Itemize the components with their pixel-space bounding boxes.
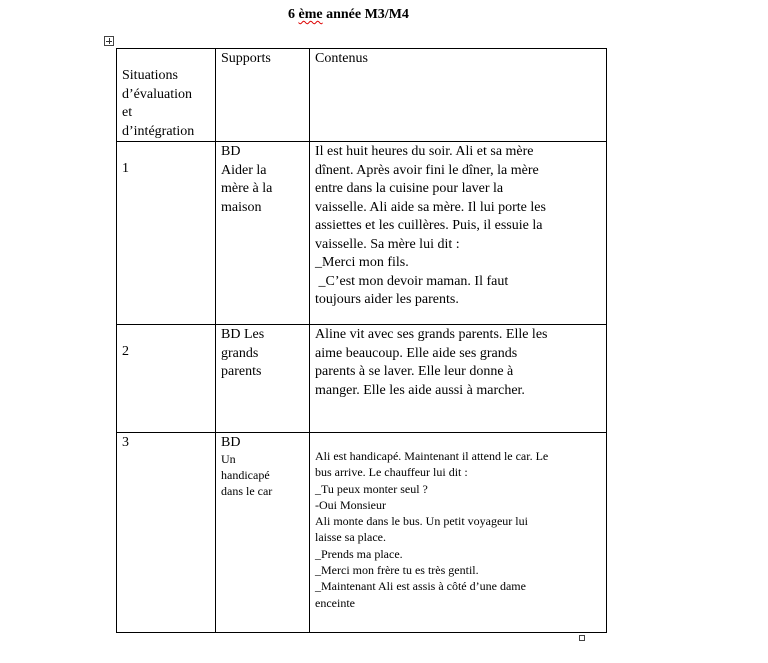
row-content — [310, 325, 607, 433]
table-row — [117, 142, 607, 325]
content-line: entre dans la cuisine pour laver la — [315, 181, 504, 196]
support-line: BD Les — [221, 327, 265, 342]
content-line: bus arrive. Le chauffeur lui dit : — [315, 465, 468, 480]
table-header-row — [117, 49, 607, 142]
content-line: _Maintenant Ali est assis à côté d’une dame — [315, 579, 526, 594]
support-line: maison — [221, 199, 262, 215]
content-line: toujours aider les parents. — [315, 292, 459, 307]
support-line: Un — [221, 452, 236, 466]
header-supports: Supports — [216, 49, 310, 142]
content-line: _Prends ma place. — [315, 546, 403, 561]
content-line: Ali est handicapé. Maintenant il attend le car. Le — [315, 449, 549, 463]
support-line: BD — [221, 144, 241, 159]
content-line: manger. Elle les aide aussi à marcher. — [315, 382, 525, 398]
support-line: parents — [221, 364, 262, 379]
content-line: aime beaucoup. Elle aide ses grands — [315, 345, 518, 361]
content-line: _Merci mon frère tu es très gentil. — [315, 563, 479, 578]
content-line: _C’est mon devoir maman. Il faut — [315, 273, 509, 289]
title-prefix: 6 — [288, 7, 299, 22]
content-line: dînent. Après avoir fini le dîner, la mère — [315, 162, 539, 178]
header-situations-line: et — [122, 105, 133, 120]
support-line: Aider la — [221, 162, 267, 178]
support-line: handicapé — [221, 468, 270, 482]
table-move-handle-icon[interactable] — [104, 36, 114, 46]
row-number: 3 — [117, 433, 216, 633]
row-content — [310, 142, 607, 325]
content-line: Ali monte dans le bus. Un petit voyageur lui — [315, 514, 528, 529]
title-superscript-spellcheck: ème — [298, 7, 323, 22]
support-line: grands — [221, 345, 259, 361]
header-situations-line: Situations — [122, 68, 179, 83]
header-situations-line: d’évaluation — [122, 86, 192, 102]
support-line: BD — [221, 435, 241, 450]
table-resize-handle-icon[interactable] — [579, 635, 585, 641]
row-content — [310, 433, 607, 633]
content-line: parents à se laver. Elle leur donne à — [315, 364, 514, 379]
content-line: _Tu peux monter seul ? — [315, 481, 428, 496]
content-line: laisse sa place. — [315, 530, 386, 545]
content-line: assiettes et les cuillères. Puis, il essuie la — [315, 218, 543, 233]
content-line: Il est huit heures du soir. Ali et sa mère — [315, 144, 534, 159]
content-line: enceinte — [315, 595, 355, 610]
support-line: mère à la — [221, 181, 273, 196]
table-row — [117, 325, 607, 433]
header-situations-line: d’intégration — [122, 123, 195, 139]
row-number: 2 — [117, 325, 216, 433]
row-support — [216, 433, 310, 633]
header-situations — [117, 49, 216, 142]
content-line: -Oui Monsieur — [315, 497, 386, 512]
row-number: 1 — [117, 142, 216, 325]
title-suffix: année M3/M4 — [322, 7, 409, 22]
content-line: vaisselle. Ali aide sa mère. Il lui porte les — [315, 199, 546, 215]
content-line: Aline vit avec ses grands parents. Elle les — [315, 327, 548, 342]
evaluation-table — [116, 48, 607, 633]
content-line: vaisselle. Sa mère lui dit : — [315, 236, 460, 252]
content-line: _Merci mon fils. — [315, 255, 409, 270]
row-support — [216, 325, 310, 433]
table-row — [117, 433, 607, 633]
row-support — [216, 142, 310, 325]
header-contenus: Contenus — [310, 49, 607, 142]
support-line: dans le car — [221, 484, 273, 498]
document-title — [288, 7, 409, 23]
